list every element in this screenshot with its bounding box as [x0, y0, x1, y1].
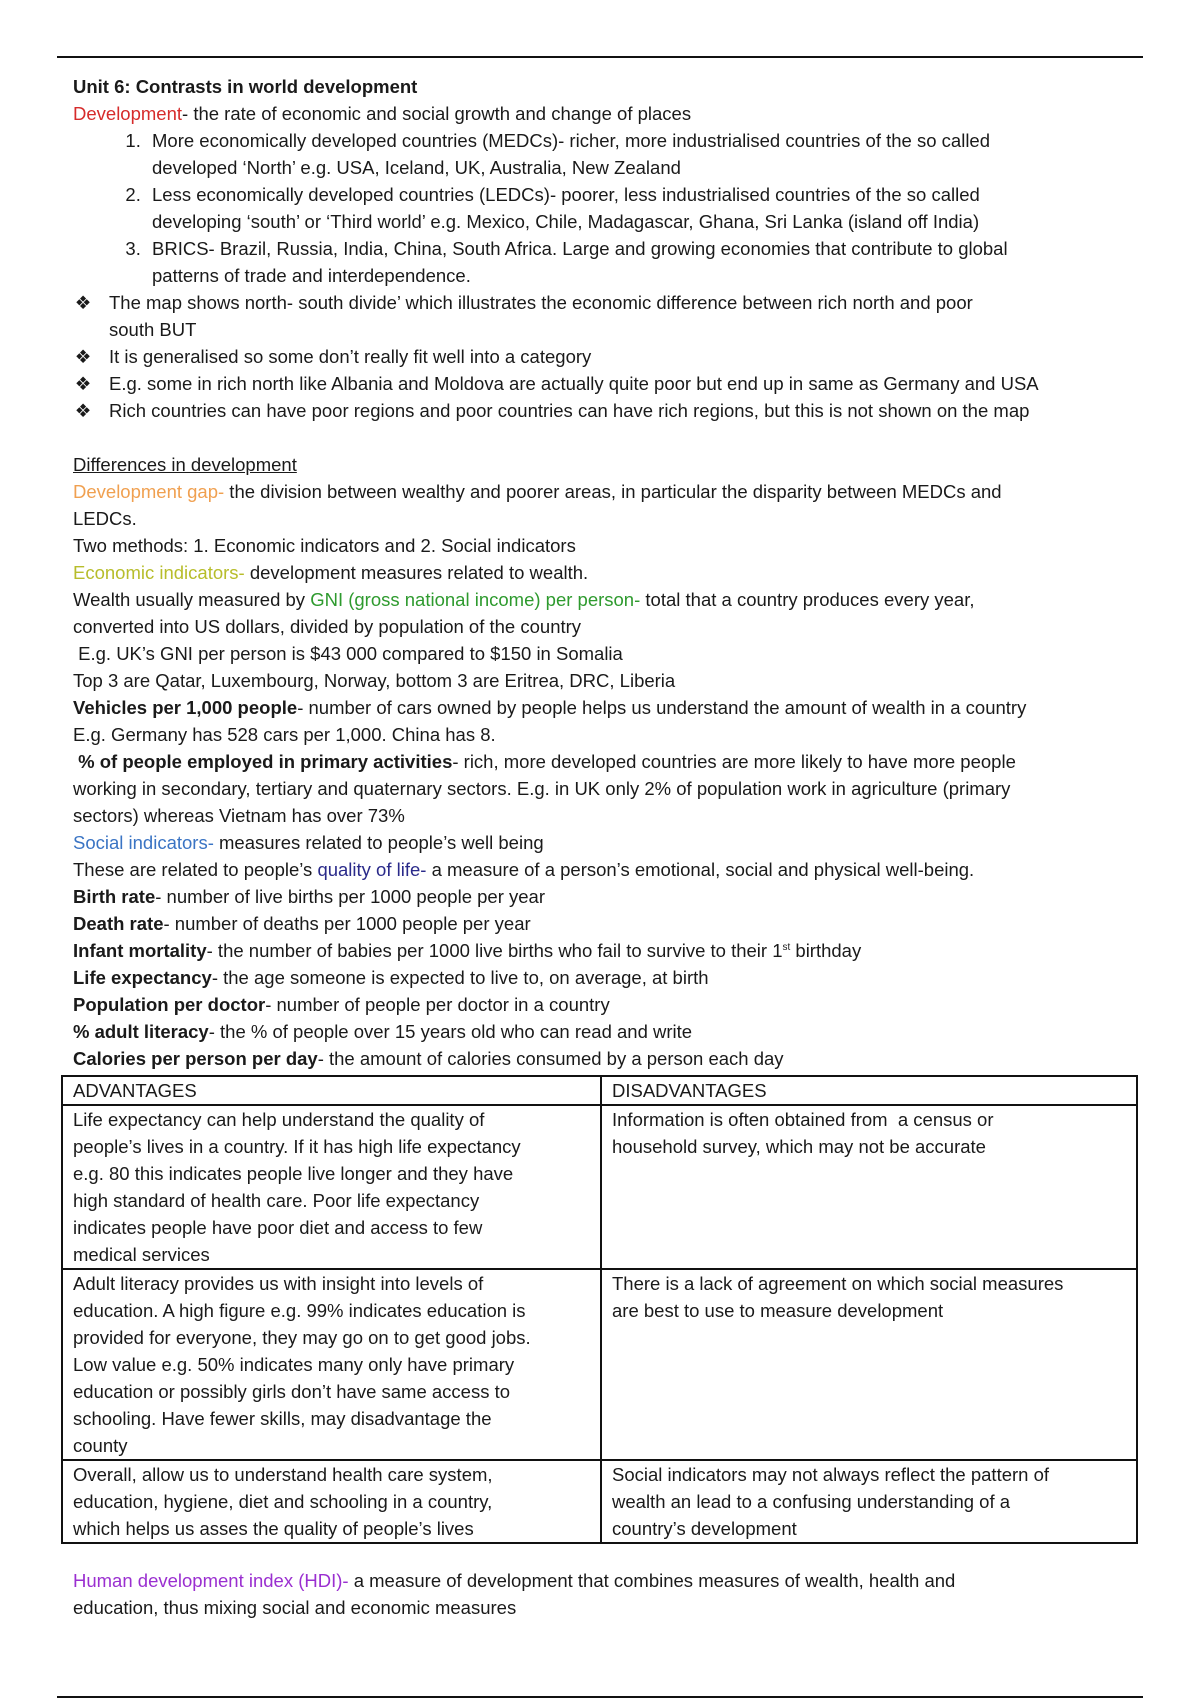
economic-indicators-definition: Economic indicators- development measures related to wealth. [73, 562, 589, 583]
vehicles-definition: Vehicles per 1,000 people- number of cars owned by people helps us understand the amount of wealth in a country [73, 697, 1027, 718]
top-rule [57, 56, 1143, 58]
list-item: ❖ E.g. some in rich north like Albania and Moldova are actually quite poor but end up in same as Germany and USA [109, 370, 1143, 397]
advantage-cell: Adult literacy provides us with insight into levels of education. A high figure e.g. 99% indicates education is provided for everyone, they may go on to get good jobs. Low value e.g. 50% indicates many only have primary education or possibly girls don’t have same access to schooling. Have fewer skills, may disadvantage the county [62, 1269, 601, 1460]
social-indicators-definition: Social indicators- measures related to people’s well being [73, 832, 544, 853]
disadvantage-cell: Social indicators may not always reflect the pattern of wealth an lead to a confusing understanding of a country’s development [601, 1460, 1137, 1543]
list-item: 3. BRICS- Brazil, Russia, India, China, South Africa. Large and growing economies that contribute to global patterns of trade and interdependence. [146, 235, 1143, 289]
two-methods: Two methods: 1. Economic indicators and 2. Social indicators [73, 535, 576, 556]
indicator-adult-literacy: % adult literacy- the % of people over 15 years old who can read and write [73, 1021, 693, 1042]
table-row [62, 1269, 1137, 1460]
list-item: 2. Less economically developed countries (LEDCs)- poorer, less industrialised countries of the so called developing ‘south’ or ‘Third world’ e.g. Mexico, Chile, Madagascar, Ghana, Sri Lanka (island off India) [146, 181, 1143, 235]
map-notes-list [73, 289, 1143, 424]
top-bottom-countries: Top 3 are Qatar, Luxembourg, Norway, bottom 3 are Eritrea, DRC, Liberia [73, 670, 676, 691]
table-row [62, 1105, 1137, 1269]
development-definition: Development- the rate of economic and social growth and change of places [73, 103, 692, 124]
gni-definition: Wealth usually measured by GNI (gross national income) per person- total that a country produces every year, [73, 589, 975, 610]
notes-content: Unit 6: Contrasts in world development Development- the rate of economic and social growth and change of places 1. More economically developed countries (MEDCs)- richer, more industrialised countries of the so called developed ‘North’ e.g. USA, Iceland, UK, Australia, New Zealand 2. Less economically developed countries (LEDCs)- poorer, less industrialised countries of the so called developing ‘south’ or ‘Third world’ e.g. Mexico, Chile, Madagascar, Ghana, Sri Lanka (island off India) 3. BRICS- Brazil, Russia, India, China, South Africa. Large and growing economies that contribute to global patterns of trade and interdependence. ❖ The map shows north- south divide’ which illustrates the economic difference between rich north and poor south BUT ❖ It is generalised so some don’t really fit well into a category ❖ E.g. some in rich north like Albania and Moldova are actually quite poor but end up in same as Germany and USA ❖ Rich countries can have poor regions and poor countries can have rich regions, but this is not shown on the map Differences in development Development gap- the division between wealthy and poorer areas, in particular the disparity between MEDCs and LEDCs. Two methods: 1. Economic indicators and 2. Social indicators Economic indicators- development measures related to wealth. Wealth usually measured by GNI (gross national income) per person- total that a country produces every year, converted into US dollars, divided by population of the country E.g. UK’s GNI per person is $43 000 compared to $150 in Somalia Top 3 are Qatar, Luxembourg, Norway, bottom 3 are Eritrea, DRC, Liberia Vehicles per 1,000 people- number of cars owned by people helps us understand the amount of wealth in a country E.g. Germany has 528 cars per 1,000. China has 8. % of people employed in primary activities- rich, more developed countries are more likely to have more people working in secondary, tertiary and quaternary sectors. E.g. in UK only 2% of population work in agriculture (primary sectors) whereas Vietnam has over 73% Social indicators- measures related to people’s well being These are related to people’s quality of life- a measure of a person’s emotional, social and physical well-being. Birth rate- number of live births per 1000 people per year Death rate- number of deaths per 1000 people per year Infant mortality- the number of babies per 1000 live births who fail to survive to their 1st birthday Life expectancy- the age someone is expected to live to, on average, at birth Population per doctor- number of people per doctor in a country % adult literacy- the % of people over 15 years old who can read and write Calories per person per day- the amount of calories consumed by a person each day [73, 73, 1143, 1072]
section-heading: Differences in development [73, 454, 297, 475]
diamond-bullet-icon: ❖ [74, 292, 92, 313]
indicator-death-rate: Death rate- number of deaths per 1000 people per year [73, 913, 531, 934]
disadvantage-cell: Information is often obtained from a census or household survey, which may not be accurate [601, 1105, 1137, 1269]
advantage-cell: Overall, allow us to understand health care system, education, hygiene, diet and schooling in a country, which helps us asses the quality of people’s lives [62, 1460, 601, 1543]
diamond-bullet-icon: ❖ [74, 400, 92, 421]
header-disadvantages: DISADVANTAGES [601, 1076, 1137, 1105]
list-item: 1. More economically developed countries (MEDCs)- richer, more industrialised countries of the so called developed ‘North’ e.g. USA, Iceland, UK, Australia, New Zealand [146, 127, 1143, 181]
unit-title: Unit 6: Contrasts in world development [73, 76, 418, 97]
vehicles-example: E.g. Germany has 528 cars per 1,000. China has 8. [73, 724, 496, 745]
table-row [62, 1460, 1137, 1543]
primary-activities-definition: % of people employed in primary activities- rich, more developed countries are more likely to have more people [73, 751, 1016, 772]
diamond-bullet-icon: ❖ [74, 346, 92, 367]
indicator-life-expectancy: Life expectancy- the age someone is expected to live to, on average, at birth [73, 967, 709, 988]
gni-example: E.g. UK’s GNI per person is $43 000 compared to $150 in Somalia [73, 643, 623, 664]
advantage-cell: Life expectancy can help understand the quality of people’s lives in a country. If it has high life expectancy e.g. 80 this indicates people live longer and they have high standard of health care. Poor life expectancy indicates people have poor diet and access to few medical services [62, 1105, 601, 1269]
bottom-rule [57, 1696, 1143, 1698]
indicator-birth-rate: Birth rate- number of live births per 1000 people per year [73, 886, 545, 907]
list-item: ❖ The map shows north- south divide’ which illustrates the economic difference between rich north and poor south BUT [109, 289, 1143, 343]
development-gap-definition: Development gap- the division between wealthy and poorer areas, in particular the disparity between MEDCs and [73, 481, 1002, 502]
header-advantages: ADVANTAGES [62, 1076, 601, 1105]
list-item: ❖ Rich countries can have poor regions and poor countries can have rich regions, but this is not shown on the map [109, 397, 1143, 424]
list-item: ❖ It is generalised so some don’t really fit well into a category [109, 343, 1143, 370]
hdi-definition: Human development index (HDI)- a measure of development that combines measures of wealth, health and [73, 1570, 956, 1591]
indicator-infant-mortality: Infant mortality- the number of babies per 1000 live births who fail to survive to their 1st birthday [73, 940, 862, 961]
country-types-list [73, 127, 1143, 289]
advantages-disadvantages-table [61, 1075, 1138, 1544]
indicator-calories: Calories per person per day- the amount of calories consumed by a person each day [73, 1048, 784, 1069]
table-header-row [62, 1076, 1137, 1105]
quality-of-life-definition: These are related to people’s quality of life- a measure of a person’s emotional, social and physical well-being. [73, 859, 975, 880]
development-term: Development [73, 103, 183, 124]
disadvantage-cell: There is a lack of agreement on which social measures are best to use to measure development [601, 1269, 1137, 1460]
hdi-section: Human development index (HDI)- a measure of development that combines measures of wealth, health and education, thus mixing social and economic measures [73, 1567, 1143, 1621]
diamond-bullet-icon: ❖ [74, 373, 92, 394]
indicator-population-per-doctor: Population per doctor- number of people per doctor in a country [73, 994, 610, 1015]
